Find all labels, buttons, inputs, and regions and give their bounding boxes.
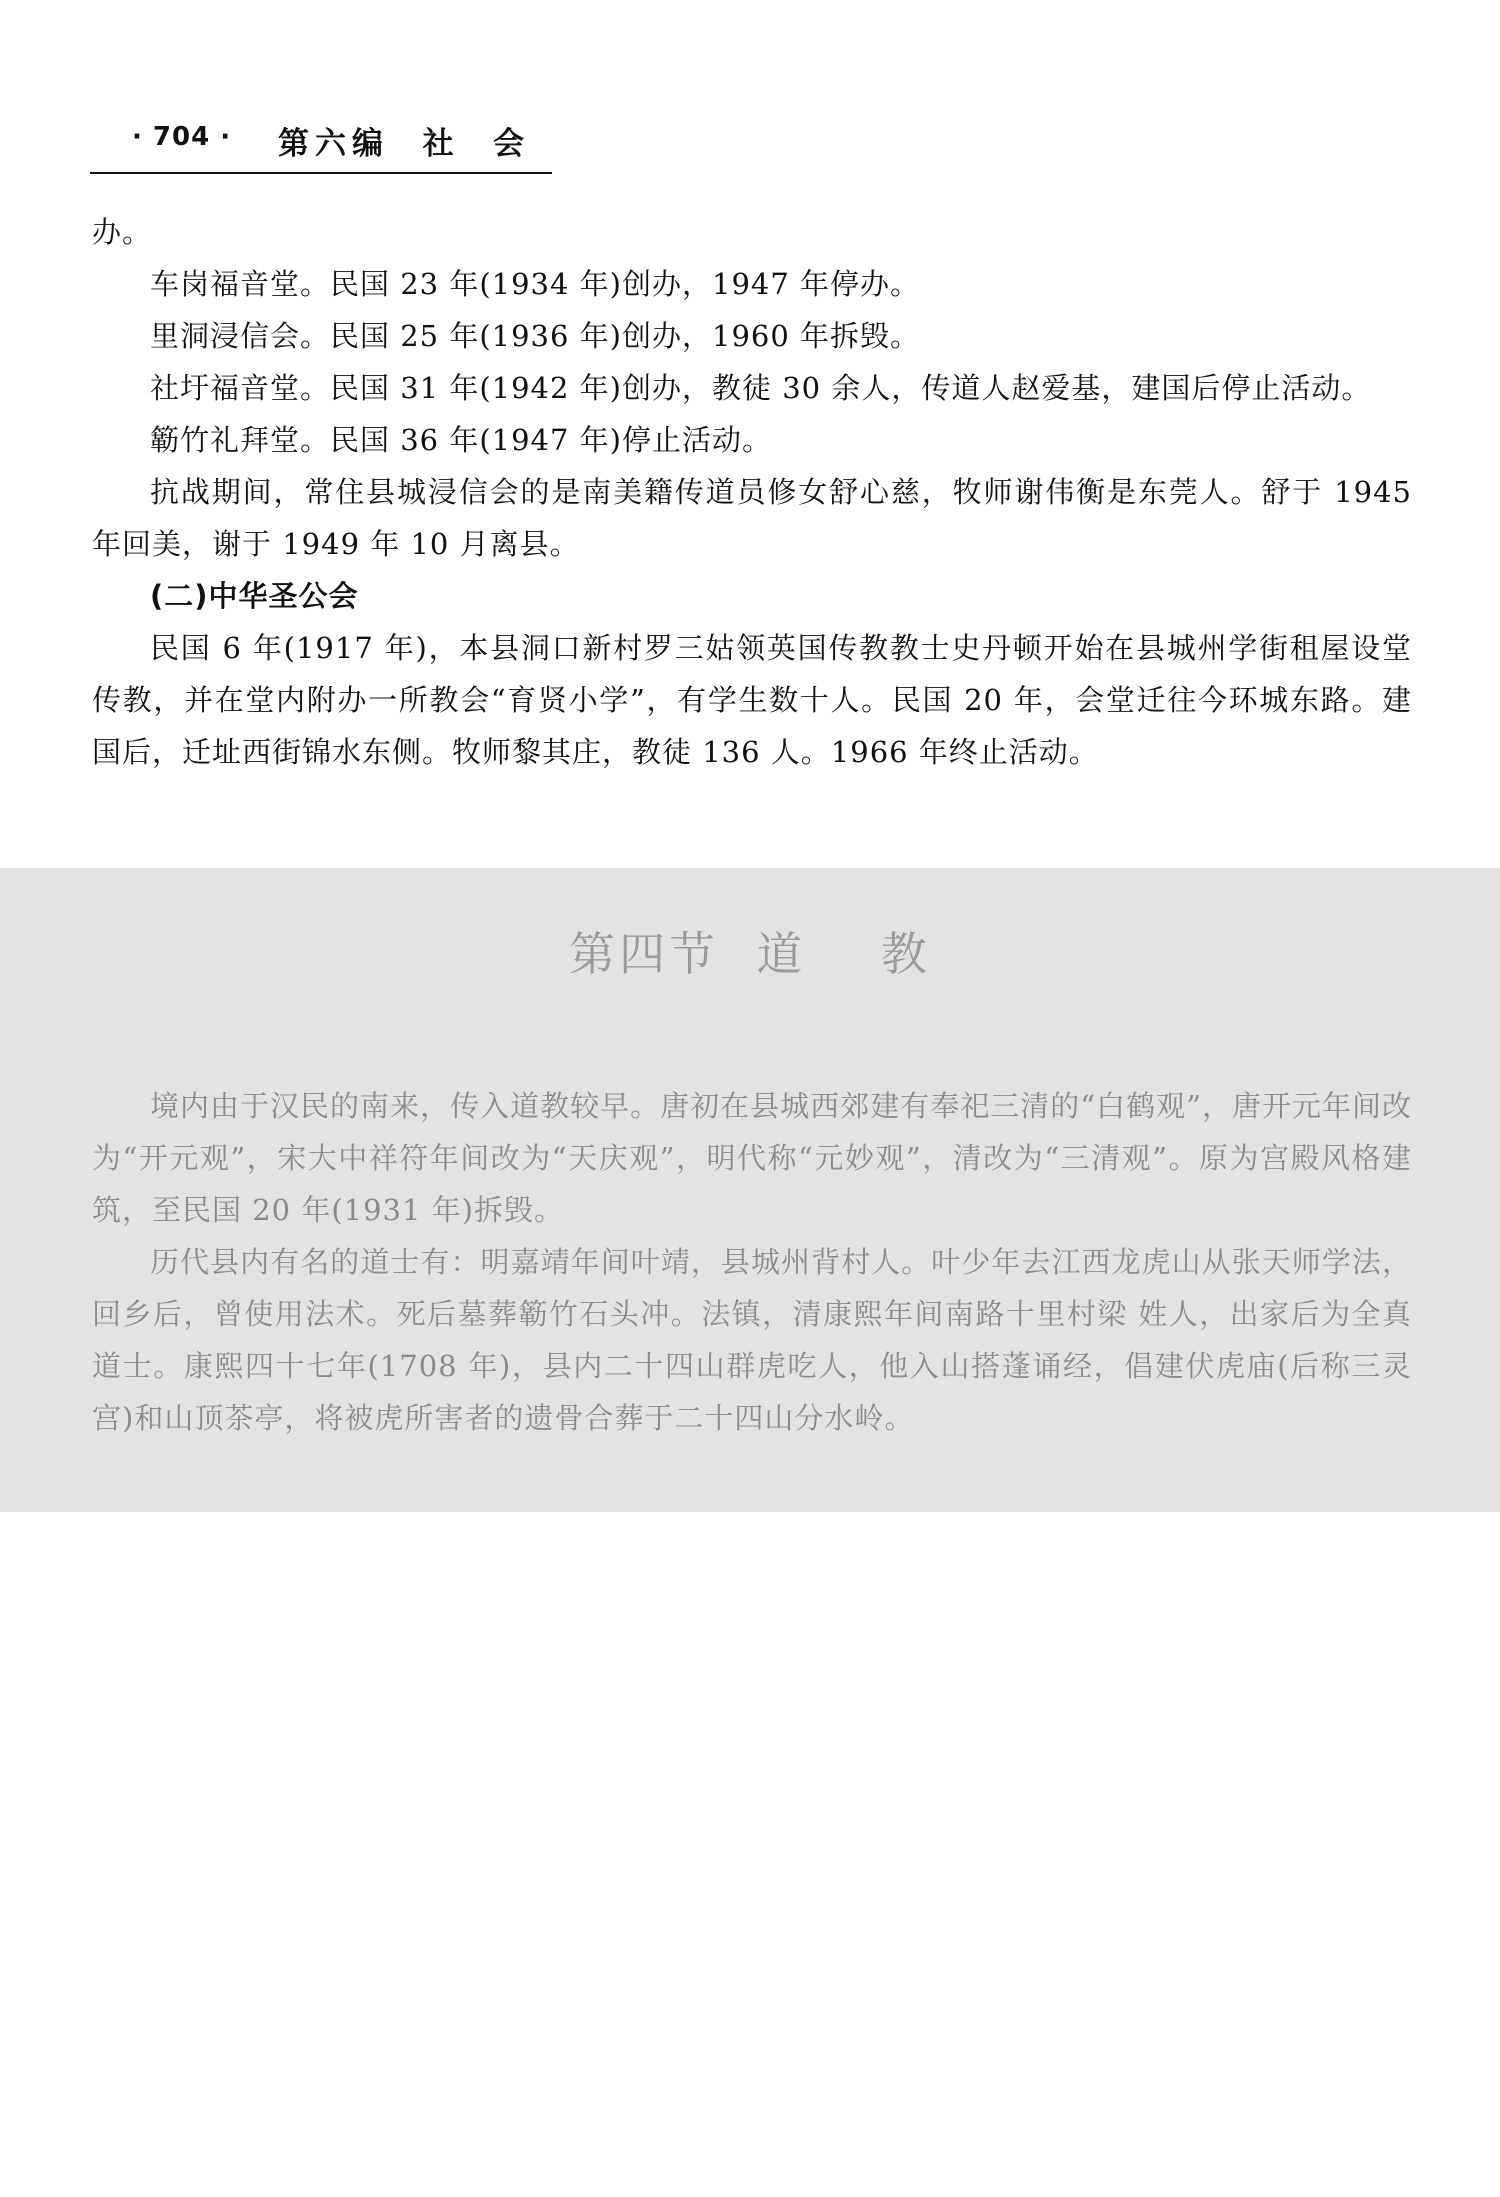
paragraph: 社圩福音堂。民国 31 年(1942 年)创办，教徒 30 余人，传道人赵爱基，建国后停止活动。: [150, 371, 1372, 405]
paragraph: 里洞浸信会。民国 25 年(1936 年)创办，1960 年拆毁。: [150, 319, 921, 353]
paragraph: 民国 6 年(1917 年)，本县洞口新村罗三姑领英国传教教士史丹顿开始在县城州学街租屋设堂传教，并在堂内附办一所教会“育贤小学”，有学生数十人。民国 20 年，会堂迁往今环城东路。建国后，迁址西街锦水东侧。牧师黎其庄，教徒 136 人。1966 年终止活动。: [92, 631, 1412, 769]
paragraph: 簕竹礼拜堂。民国 36 年(1947 年)停止活动。: [150, 423, 772, 457]
paragraph: 境内由于汉民的南来，传入道教较早。唐初在县城西郊建有奉祀三清的“白鹤观”，唐开元年间改为“开元观”，宋大中祥符年间改为“天庆观”，明代称“元妙观”，清改为“三清观”。原为宫殿风格建筑，至民国 20 年(1931 年)拆毁。: [92, 1089, 1412, 1227]
section-title: 第四节 道 教: [569, 927, 931, 981]
subheading: (二)中华圣公会: [150, 579, 359, 613]
body-text-section: [92, 1080, 1412, 1444]
page-number: · 704 ·: [132, 122, 232, 152]
paragraph: 抗战期间，常住县城浸信会的是南美籍传道员修女舒心慈，牧师谢伟衡是东莞人。舒于 1945 年回美，谢于 1949 年 10 月离县。: [92, 475, 1412, 561]
paragraph: 车岗福音堂。民国 23 年(1934 年)创办，1947 年停办。: [150, 267, 921, 301]
body-text-top: [92, 206, 1412, 778]
paragraph: 历代县内有名的道士有：明嘉靖年间叶靖，县城州背村人。叶少年去江西龙虎山从张天师学法，回乡后，曾使用法术。死后墓葬簕竹石头冲。法镇，清康熙年间南路十里村梁 姓人，出家后为全真道士。康熙四十七年(1708 年)，县内二十四山群虎吃人，他入山搭蓬诵经，倡建伏虎庙(后称三灵宫)和山顶茶亭，将被虎所害者的遗骨合葬于二十四山分水岭。: [92, 1245, 1412, 1435]
paragraph: 办。: [92, 215, 153, 249]
running-header-title: 第六编 社 会: [278, 126, 531, 162]
page-header: [90, 112, 552, 174]
